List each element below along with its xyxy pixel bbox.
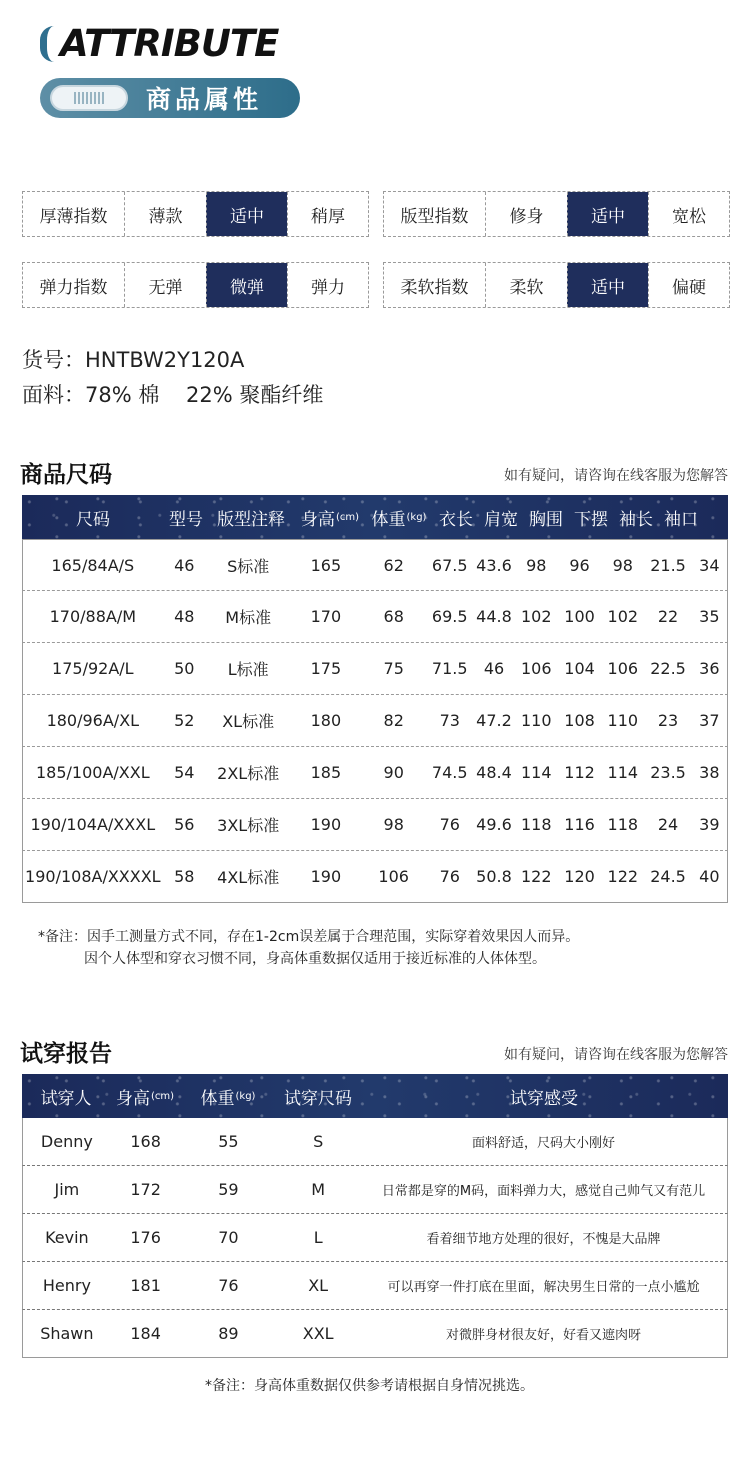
table-cell: 82 bbox=[383, 711, 404, 730]
table-cell: Henry bbox=[42, 1276, 91, 1295]
table-cell: 106 bbox=[521, 659, 552, 678]
trial-table bbox=[22, 1074, 728, 1358]
table-cell: 70 bbox=[218, 1228, 239, 1247]
table-cell: 114 bbox=[521, 763, 552, 782]
table-cell: 180/96A/XL bbox=[46, 711, 140, 730]
table-cell: 114 bbox=[607, 763, 639, 782]
trial-section-title: 试穿报告 bbox=[20, 1041, 112, 1067]
table-cell: 190 bbox=[310, 867, 342, 886]
attr-option-selected: 微弹 bbox=[206, 263, 287, 307]
table-cell: 47.2 bbox=[476, 711, 512, 730]
header-cell: 下摆 bbox=[574, 509, 608, 530]
table-row bbox=[22, 1310, 728, 1358]
size-footnote-2: 因个人体型和穿衣习惯不同，身高体重数据仅适用于接近标准的人体体型。 bbox=[84, 951, 546, 967]
table-cell: 106 bbox=[378, 867, 409, 886]
table-cell: 190/108A/XXXXL bbox=[25, 867, 161, 886]
table-cell: 102 bbox=[521, 607, 552, 626]
table-cell: 40 bbox=[699, 867, 720, 886]
table-cell: 180 bbox=[310, 711, 342, 730]
table-row bbox=[22, 747, 728, 799]
table-cell: 98 bbox=[383, 815, 404, 834]
brand-logo-text: ATTRIBUTE bbox=[60, 22, 279, 65]
attr-option: 薄款 bbox=[148, 206, 183, 227]
table-cell: 110 bbox=[607, 711, 639, 730]
table-cell: 190/104A/XXXL bbox=[30, 815, 156, 834]
size-table-body bbox=[22, 539, 728, 903]
header-cell: 身高 (cm) bbox=[115, 1088, 175, 1109]
size-section-title: 商品尺码 bbox=[20, 462, 112, 488]
table-cell: L标准 bbox=[227, 660, 269, 679]
table-cell: S标准 bbox=[227, 556, 270, 576]
table-cell: 4XL标准 bbox=[217, 868, 280, 887]
attr-label: 版型指数 bbox=[384, 192, 486, 236]
table-row bbox=[22, 695, 728, 747]
table-row bbox=[22, 591, 728, 643]
table-cell: 49.6 bbox=[476, 815, 512, 834]
feedback-cell: 日常都是穿的M码，面料弹力大，感觉自己帅气又有范儿 bbox=[381, 1184, 706, 1199]
attr-option: 修身 bbox=[509, 206, 544, 227]
header-cell: 体重 (kg) bbox=[371, 509, 427, 530]
attr-option: 柔软 bbox=[509, 277, 544, 298]
table-cell: 122 bbox=[607, 867, 639, 886]
table-cell: 181 bbox=[130, 1276, 161, 1295]
table-cell: S bbox=[313, 1132, 324, 1151]
attr-elasticity bbox=[22, 262, 369, 308]
table-cell: 50 bbox=[174, 659, 195, 678]
header-cell: 试穿感受 bbox=[510, 1088, 578, 1109]
attr-option: 偏硬 bbox=[648, 263, 729, 307]
attribute-banner bbox=[40, 78, 300, 118]
trial-footnote: *备注：身高体重数据仅供参考请根据自身情况挑选。 bbox=[205, 1378, 534, 1394]
table-cell: 35 bbox=[699, 607, 720, 626]
table-cell: 76 bbox=[218, 1276, 239, 1295]
table-cell: 59 bbox=[218, 1180, 239, 1199]
table-cell: M标准 bbox=[225, 608, 272, 627]
table-cell: 46 bbox=[483, 659, 505, 678]
table-row bbox=[22, 851, 728, 903]
table-cell: 175/92A/L bbox=[52, 659, 134, 678]
table-cell: 62 bbox=[383, 555, 404, 575]
table-cell: 36 bbox=[699, 659, 720, 678]
table-cell: 56 bbox=[174, 815, 195, 834]
attr-option-selected: 适中 bbox=[567, 192, 648, 236]
attr-option: 无弹 bbox=[148, 277, 183, 298]
table-cell: 116 bbox=[564, 815, 595, 834]
table-cell: 2XL标准 bbox=[217, 764, 280, 783]
table-cell: XL bbox=[308, 1276, 329, 1295]
trial-table-body bbox=[22, 1118, 728, 1358]
product-fabric: 面料：78% 棉 22% 聚酯纤维 bbox=[22, 383, 324, 407]
table-cell: 118 bbox=[521, 815, 552, 834]
table-cell: 168 bbox=[130, 1132, 161, 1151]
table-cell: 175 bbox=[310, 659, 342, 678]
table-cell: 102 bbox=[607, 607, 639, 626]
table-cell: 108 bbox=[564, 711, 595, 730]
table-cell: 185 bbox=[310, 763, 342, 782]
table-cell: 52 bbox=[174, 711, 195, 730]
table-cell: 122 bbox=[521, 867, 552, 886]
table-cell: 23 bbox=[657, 711, 679, 730]
size-footnote-1: *备注：因手工测量方式不同，存在1-2cm误差属于合理范围，实际穿着效果因人而异。 bbox=[38, 929, 580, 945]
table-cell: 21.5 bbox=[650, 555, 686, 575]
table-cell: 48.4 bbox=[476, 763, 512, 782]
table-cell: 54 bbox=[174, 763, 195, 782]
table-row bbox=[22, 539, 728, 591]
table-cell: 58 bbox=[174, 867, 195, 886]
table-cell: 98 bbox=[526, 555, 547, 575]
table-cell: 110 bbox=[521, 711, 552, 730]
table-cell: 23.5 bbox=[650, 763, 686, 782]
header-cell: 肩宽 bbox=[484, 509, 518, 530]
table-row bbox=[22, 1214, 728, 1262]
table-cell: 185/100A/XXL bbox=[35, 763, 150, 782]
attr-option-selected: 适中 bbox=[206, 192, 287, 236]
trial-section-note: 如有疑问，请咨询在线客服为您解答 bbox=[504, 1047, 728, 1063]
size-table bbox=[22, 495, 728, 903]
table-row bbox=[22, 643, 728, 695]
table-cell: L bbox=[313, 1228, 323, 1247]
table-cell: 170 bbox=[310, 607, 342, 626]
feedback-cell: 对微胖身材很友好，好看又遮肉呀 bbox=[446, 1328, 642, 1343]
table-cell: 24 bbox=[657, 815, 679, 834]
table-cell: 3XL标准 bbox=[217, 816, 280, 835]
table-cell: 37 bbox=[699, 711, 720, 730]
table-cell: 165 bbox=[310, 555, 342, 575]
table-cell: 170/88A/M bbox=[49, 607, 137, 626]
header-cell: 袖长 bbox=[619, 509, 653, 530]
table-cell: 48 bbox=[174, 607, 195, 626]
banner-label: 商品属性 bbox=[146, 85, 263, 114]
brand-logo bbox=[40, 22, 278, 65]
header-cell: 试穿人 bbox=[40, 1088, 92, 1109]
attr-option-selected: 适中 bbox=[567, 263, 648, 307]
table-cell: Jim bbox=[54, 1180, 80, 1199]
table-cell: 104 bbox=[564, 659, 595, 678]
table-cell: 90 bbox=[383, 763, 404, 782]
attr-option: 宽松 bbox=[648, 192, 729, 236]
header-cell: 身高 (cm) bbox=[300, 509, 360, 530]
table-cell: 24.5 bbox=[650, 867, 686, 886]
attr-label: 柔软指数 bbox=[384, 263, 486, 307]
size-section-note: 如有疑问，请咨询在线客服为您解答 bbox=[504, 468, 728, 484]
attr-label: 厚薄指数 bbox=[23, 192, 125, 236]
header-cell: 胸围 bbox=[529, 509, 563, 530]
table-cell: 76 bbox=[439, 867, 460, 886]
brand-mark-icon bbox=[40, 26, 54, 62]
table-cell: 96 bbox=[569, 555, 590, 575]
table-row bbox=[22, 1118, 728, 1166]
table-cell: 73 bbox=[439, 711, 460, 730]
table-cell: 44.8 bbox=[476, 607, 512, 626]
header-cell: 试穿尺码 bbox=[284, 1088, 352, 1109]
table-cell: 89 bbox=[218, 1324, 239, 1343]
header-cell: 体重 (kg) bbox=[200, 1088, 256, 1109]
attr-option: 稍厚 bbox=[287, 192, 368, 236]
table-cell: 184 bbox=[130, 1324, 161, 1343]
table-cell: 100 bbox=[564, 607, 595, 626]
header-cell: 尺码 bbox=[76, 509, 110, 530]
table-cell: 71.5 bbox=[431, 659, 468, 678]
table-cell: 46 bbox=[174, 555, 195, 575]
table-cell: Kevin bbox=[45, 1228, 89, 1247]
table-cell: 43.6 bbox=[476, 555, 512, 575]
feedback-cell: 可以再穿一件打底在里面，解决男生日常的一点小尴尬 bbox=[387, 1280, 700, 1295]
slider-knob-icon bbox=[50, 85, 128, 111]
attr-softness bbox=[383, 262, 730, 308]
table-cell: 39 bbox=[699, 815, 720, 834]
table-cell: XXL bbox=[302, 1324, 334, 1343]
table-cell: 74.5 bbox=[431, 763, 468, 782]
table-cell: 190 bbox=[310, 815, 342, 834]
table-cell: 120 bbox=[564, 867, 595, 886]
attr-thickness bbox=[22, 191, 369, 237]
table-row bbox=[22, 1166, 728, 1214]
header-cell: 型号 bbox=[169, 509, 203, 530]
table-cell: 34 bbox=[699, 555, 720, 575]
table-cell: 22 bbox=[657, 607, 679, 626]
table-cell: 176 bbox=[130, 1228, 161, 1247]
table-row bbox=[22, 799, 728, 851]
header-cell: 版型注释 bbox=[217, 509, 285, 530]
table-cell: Denny bbox=[40, 1132, 93, 1151]
table-cell: 106 bbox=[607, 659, 639, 678]
table-cell: 118 bbox=[607, 815, 639, 834]
table-cell: 50.8 bbox=[476, 867, 512, 886]
table-cell: 68 bbox=[383, 607, 404, 626]
table-cell: 67.5 bbox=[431, 555, 468, 575]
feedback-cell: 面料舒适，尺码大小刚好 bbox=[472, 1136, 616, 1151]
table-cell: 55 bbox=[218, 1132, 239, 1151]
table-cell: 76 bbox=[439, 815, 460, 834]
table-cell: 69.5 bbox=[431, 607, 468, 626]
table-cell: 38 bbox=[699, 763, 720, 782]
header-cell: 衣长 bbox=[439, 509, 473, 530]
table-cell: 172 bbox=[130, 1180, 161, 1199]
table-cell: XL标准 bbox=[222, 712, 275, 731]
table-cell: 98 bbox=[612, 555, 633, 575]
table-row bbox=[22, 1262, 728, 1310]
product-sku: 货号：HNTBW2Y120A bbox=[22, 348, 245, 372]
table-cell: 22.5 bbox=[650, 659, 686, 678]
attr-label: 弹力指数 bbox=[23, 263, 125, 307]
table-cell: 75 bbox=[383, 659, 404, 678]
feedback-cell: 看着细节地方处理的很好，不愧是大品牌 bbox=[426, 1232, 661, 1247]
size-table-header bbox=[22, 495, 728, 539]
attr-option: 弹力 bbox=[287, 263, 368, 307]
table-cell: Shawn bbox=[40, 1324, 94, 1343]
table-cell: 112 bbox=[564, 763, 595, 782]
table-cell: 165/84A/S bbox=[51, 555, 135, 575]
trial-table-header bbox=[22, 1074, 728, 1118]
header-cell: 袖口 bbox=[664, 509, 698, 530]
attr-fit bbox=[383, 191, 730, 237]
table-cell: M bbox=[311, 1180, 326, 1199]
